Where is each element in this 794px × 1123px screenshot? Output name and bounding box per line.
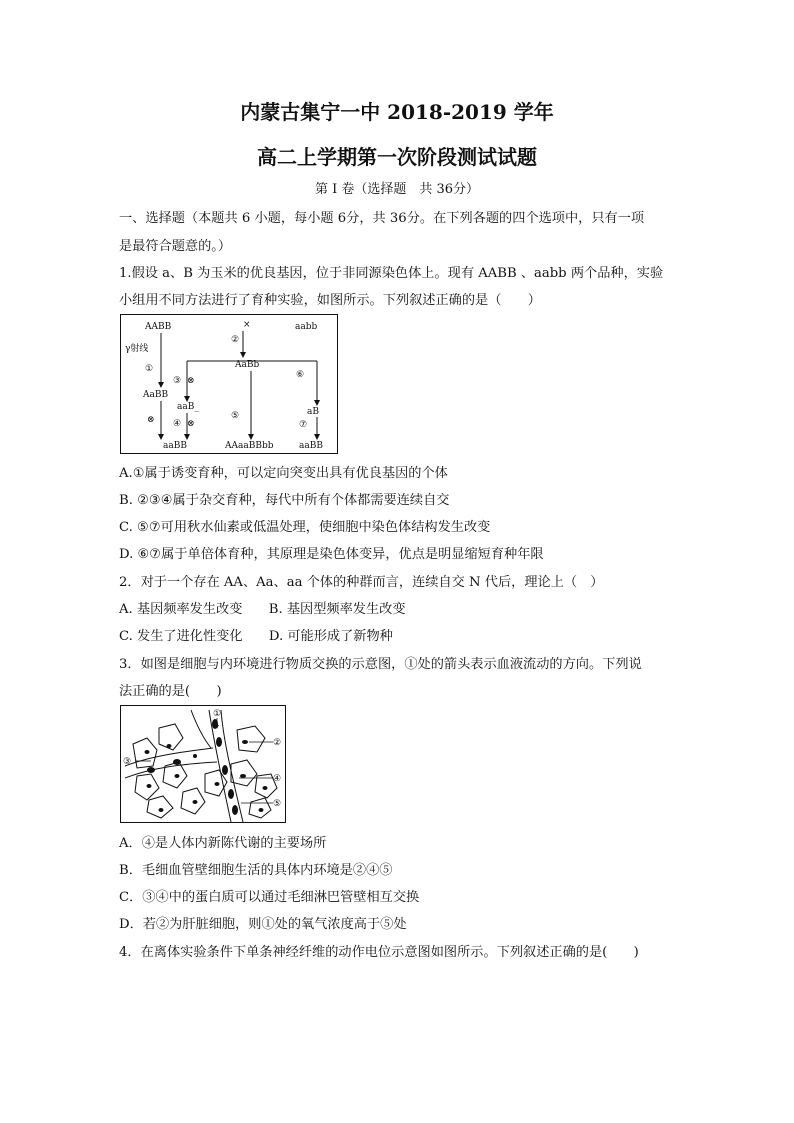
breeding-diagram-svg [121, 315, 337, 453]
step-7-label: ⑦ [299, 420, 308, 430]
q1-stem-line1: 1.假设 a、B 为玉米的优良基因，位于非同源染色体上。现有 AABB 、aabb 两个品种，实验 [119, 266, 664, 281]
fig3-label-5: ⑤ [273, 799, 282, 809]
output-aabb-2: aaBB [299, 441, 323, 451]
q2-stem: 2．对于一个存在 AA、Aa、aa 个体的种群而言，连续自交 N 代后，理论上（ ） [119, 575, 604, 590]
self-cross-symbol-2: ⊗ [147, 415, 155, 425]
fig3-label-3: ③ [123, 757, 132, 767]
exam-title-line1: 内蒙古集宁一中 2018-2019 学年 [240, 100, 554, 124]
fig3-label-4: ④ [273, 774, 282, 784]
step-1-label: ① [145, 364, 154, 374]
parent-aabb-left: AABB [145, 322, 172, 332]
fig3-label-1: ① [213, 709, 222, 719]
q1-option-d: D. ⑥⑦属于单倍体育种，其原理是染色体变异，优点是明显缩短育种年限 [119, 547, 544, 562]
q3-option-c: C．③④中的蛋白质可以通过毛细淋巴管壁相互交换 [119, 890, 420, 905]
cross-symbol: × [243, 320, 251, 330]
q3-option-d: D．若②为肝脏细胞，则①处的氧气浓度高于⑤处 [119, 917, 407, 932]
q3-stem-line2: 法正确的是( ) [119, 684, 222, 699]
f1-genotype: AaBb [235, 360, 260, 370]
fig3-label-2: ② [273, 738, 282, 748]
self-cross-symbol-3: ⊗ [187, 419, 195, 429]
mutant-genotype: AaBB [143, 390, 169, 400]
step-6-label: ⑥ [296, 370, 305, 380]
tissue-exchange-diagram [120, 705, 286, 823]
q1-option-c: C. ⑤⑦可用秋水仙素或低温处理，使细胞中染色体结构发生改变 [119, 520, 491, 535]
instructions-line2: 是最符合题意的。） [119, 239, 232, 254]
breeding-diagram [120, 314, 338, 454]
output-aabb-1: aaBB [163, 441, 187, 451]
instructions-line1: 一、选择题（本题共 6 小题，每小题 6分，共 36分。在下列各题的四个选项中，只有一项 [119, 211, 645, 226]
section-heading: 第 I 卷（选择题 共 36分） [314, 182, 480, 197]
gamma-ray-label: γ射线 [125, 344, 149, 354]
step-3-label: ③ [173, 376, 182, 386]
step-5-label: ⑤ [231, 411, 240, 421]
q3-option-b: B．毛细血管壁细胞生活的具体内环境是②④⑤ [119, 863, 393, 878]
step-2-label: ② [231, 335, 240, 345]
parent-aabb-right: aabb [295, 322, 318, 332]
tissue-exchange-svg [121, 706, 285, 822]
q2-options-row2: C. 发生了进化性变化 D. 可能形成了新物种 [119, 629, 393, 644]
q4-stem: 4．在离体实验条件下单条神经纤维的动作电位示意图如图所示。下列叙述正确的是( ) [119, 945, 639, 960]
q2-options-row1: A. 基因频率发生改变 B. 基因型频率发生改变 [119, 602, 406, 617]
q1-option-b: B. ②③④属于杂交育种，每代中所有个体都需要连续自交 [119, 493, 450, 508]
q3-stem-line1: 3．如图是细胞与内环境进行物质交换的示意图，①处的箭头表示血液流动的方向。下列说 [119, 657, 642, 672]
output-aaaabbbb: AAaaBBbb [225, 441, 274, 451]
self-cross-symbol-1: ⊗ [187, 376, 195, 386]
q1-stem-line2: 小组用不同方法进行了育种实验，如图所示。下列叙述正确的是（ ） [119, 293, 541, 308]
exam-title-line2: 高二上学期第一次阶段测试试题 [257, 145, 537, 169]
q3-option-a: A．④是人体内新陈代谢的主要场所 [119, 836, 327, 851]
aab-genotype: aaB_ [177, 402, 199, 412]
haploid-genotype: aB [307, 407, 319, 417]
step-4-label: ④ [173, 419, 182, 429]
q1-option-a: A.①属于诱变育种，可以定向突变出具有优良基因的个体 [119, 466, 448, 481]
